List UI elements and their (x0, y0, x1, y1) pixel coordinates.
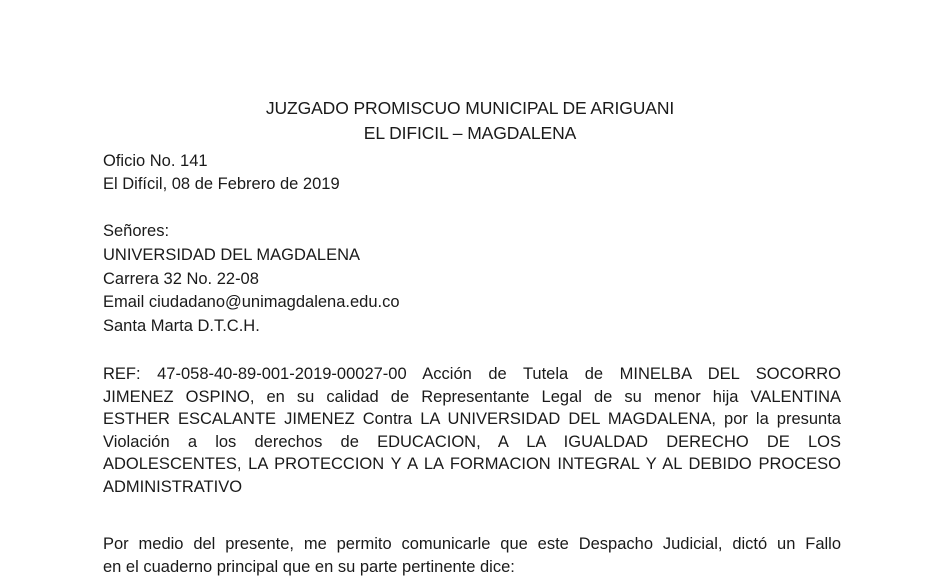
salutation: Señores: (103, 222, 170, 240)
office-number: Oficio No. 141 (103, 152, 208, 170)
reference-line: ADMINISTRATIVO (103, 477, 243, 496)
office-date: El Difícil, 08 de Febrero de 2019 (103, 175, 340, 193)
recipient-address: Carrera 32 No. 22-08 (103, 270, 259, 288)
court-location-heading: EL DIFICIL – MAGDALENA (363, 123, 577, 143)
body-paragraph (103, 533, 841, 578)
recipient-city: Santa Marta D.T.C.H. (103, 317, 260, 335)
body-line: en el cuaderno principal que en su parte pertinente dice: (103, 557, 515, 576)
reference-line: Violación a los derechos de EDUCACION, A LA IGUALDAD DERECHO DE LOS (103, 432, 841, 451)
court-name-heading: JUZGADO PROMISCUO MUNICIPAL DE ARIGUANI (265, 98, 675, 118)
reference-line: JIMENEZ OSPINO, en su calidad de Representante Legal de su menor hija VALENTINA (103, 387, 841, 406)
recipient-name: UNIVERSIDAD DEL MAGDALENA (103, 246, 361, 264)
reference-line: ADOLESCENTES, LA PROTECCION Y A LA FORMACION INTEGRAL Y AL DEBIDO PROCESO (103, 455, 841, 474)
reference-line: ESTHER ESCALANTE JIMENEZ Contra LA UNIVERSIDAD DEL MAGDALENA, por la presunta (103, 410, 841, 429)
reference-line: REF: 47-058-40-89-001-2019-00027-00 Acción de Tutela de MINELBA DEL SOCORRO (103, 365, 841, 383)
body-line: Por medio del presente, me permito comunicarle que este Despacho Judicial, dictó un Fallo (103, 535, 841, 553)
recipient-email: Email ciudadano@unimagdalena.edu.co (103, 293, 400, 311)
reference-paragraph (103, 363, 841, 499)
